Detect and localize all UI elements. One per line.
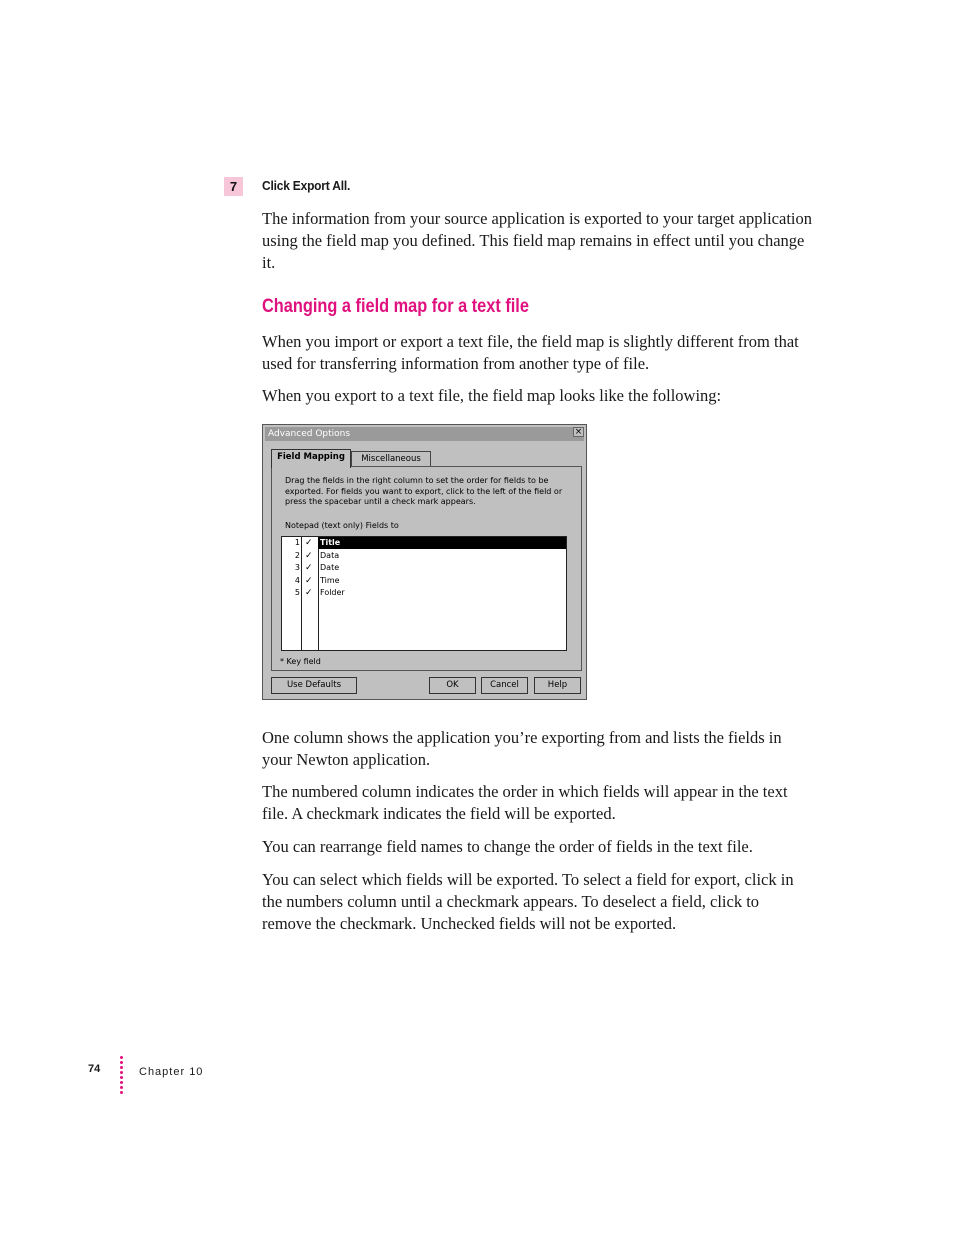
- checkmark-icon[interactable]: ✓: [305, 563, 313, 573]
- paragraph-field-map-intro: When you export to a text file, the field map looks like the following:: [262, 386, 722, 405]
- ok-button[interactable]: OK: [429, 677, 476, 694]
- paragraph-rearrange: You can rearrange field names to change the order of fields in the text file.: [262, 837, 753, 856]
- advanced-options-dialog: [262, 424, 587, 700]
- list-item[interactable]: [282, 550, 566, 562]
- tab-miscellaneous[interactable]: Miscellaneous: [351, 451, 431, 467]
- field-name[interactable]: Title: [318, 537, 566, 549]
- paragraph-export-info: The information from your source application is exported to your target application using the field map you defined. This field map remains in effect until you change it.: [262, 209, 812, 272]
- checkmark-icon[interactable]: ✓: [305, 588, 313, 598]
- field-order-number[interactable]: 3: [294, 563, 300, 572]
- instructions-text: Drag the fields in the right column to set the order for fields to be exported. For fields you want to export, click to the left of the field or press the spacebar until a check mark appears.: [285, 476, 563, 506]
- dialog-title-bar: [265, 427, 584, 441]
- field-name[interactable]: Data: [320, 550, 340, 560]
- page-number: 74: [88, 1063, 101, 1075]
- field-mapping-panel: [271, 466, 582, 671]
- help-button[interactable]: Help: [534, 677, 581, 694]
- dialog-title: Advanced Options: [268, 429, 351, 439]
- field-name[interactable]: Folder: [320, 588, 345, 597]
- field-order-number[interactable]: 1: [294, 538, 300, 547]
- fields-listbox[interactable]: [281, 536, 567, 651]
- close-icon[interactable]: ×: [574, 427, 583, 437]
- use-defaults-button[interactable]: Use Defaults: [271, 677, 357, 694]
- list-item[interactable]: [282, 575, 566, 587]
- list-item[interactable]: [282, 537, 566, 549]
- paragraph-text-file-diff: When you import or export a text file, the field map is slightly different from that used for transferring information from another type of file.: [262, 332, 799, 373]
- key-field-note: * Key field: [280, 657, 321, 666]
- chapter-label: Chapter 10: [139, 1066, 204, 1078]
- paragraph-select-fields: You can select which fields will be exported. To select a field for export, click in the numbers column until a checkmark appears. To deselect a field, click to remove the checkmark. Unchecked fields will not be exported.: [262, 870, 794, 933]
- step-instruction: Click Export All.: [262, 178, 351, 193]
- checkmark-icon[interactable]: ✓: [305, 550, 313, 561]
- tab-field-mapping[interactable]: Field Mapping: [271, 449, 351, 468]
- field-order-number[interactable]: 4: [294, 575, 300, 585]
- field-name[interactable]: Date: [320, 563, 340, 572]
- list-item[interactable]: [282, 562, 566, 574]
- field-order-number[interactable]: 2: [294, 550, 300, 560]
- cancel-button[interactable]: Cancel: [481, 677, 528, 694]
- checkmark-icon[interactable]: ✓: [305, 575, 313, 586]
- paragraph-columns: One column shows the application you’re exporting from and lists the fields in your Newton application.: [262, 728, 782, 769]
- field-order-number[interactable]: 5: [294, 588, 300, 597]
- paragraph-numbered-column: The numbered column indicates the order in which fields will appear in the text file. A checkmark indicates the field will be exported.: [262, 782, 788, 823]
- list-item[interactable]: [282, 587, 566, 599]
- dotted-rule-icon: [120, 1056, 123, 1094]
- fields-list-label: Notepad (text only) Fields to: [285, 521, 399, 530]
- field-name[interactable]: Time: [320, 575, 340, 585]
- step-number-badge: 7: [224, 177, 243, 196]
- checkmark-icon[interactable]: ✓: [305, 538, 313, 548]
- section-heading: Changing a field map for a text file: [262, 296, 529, 317]
